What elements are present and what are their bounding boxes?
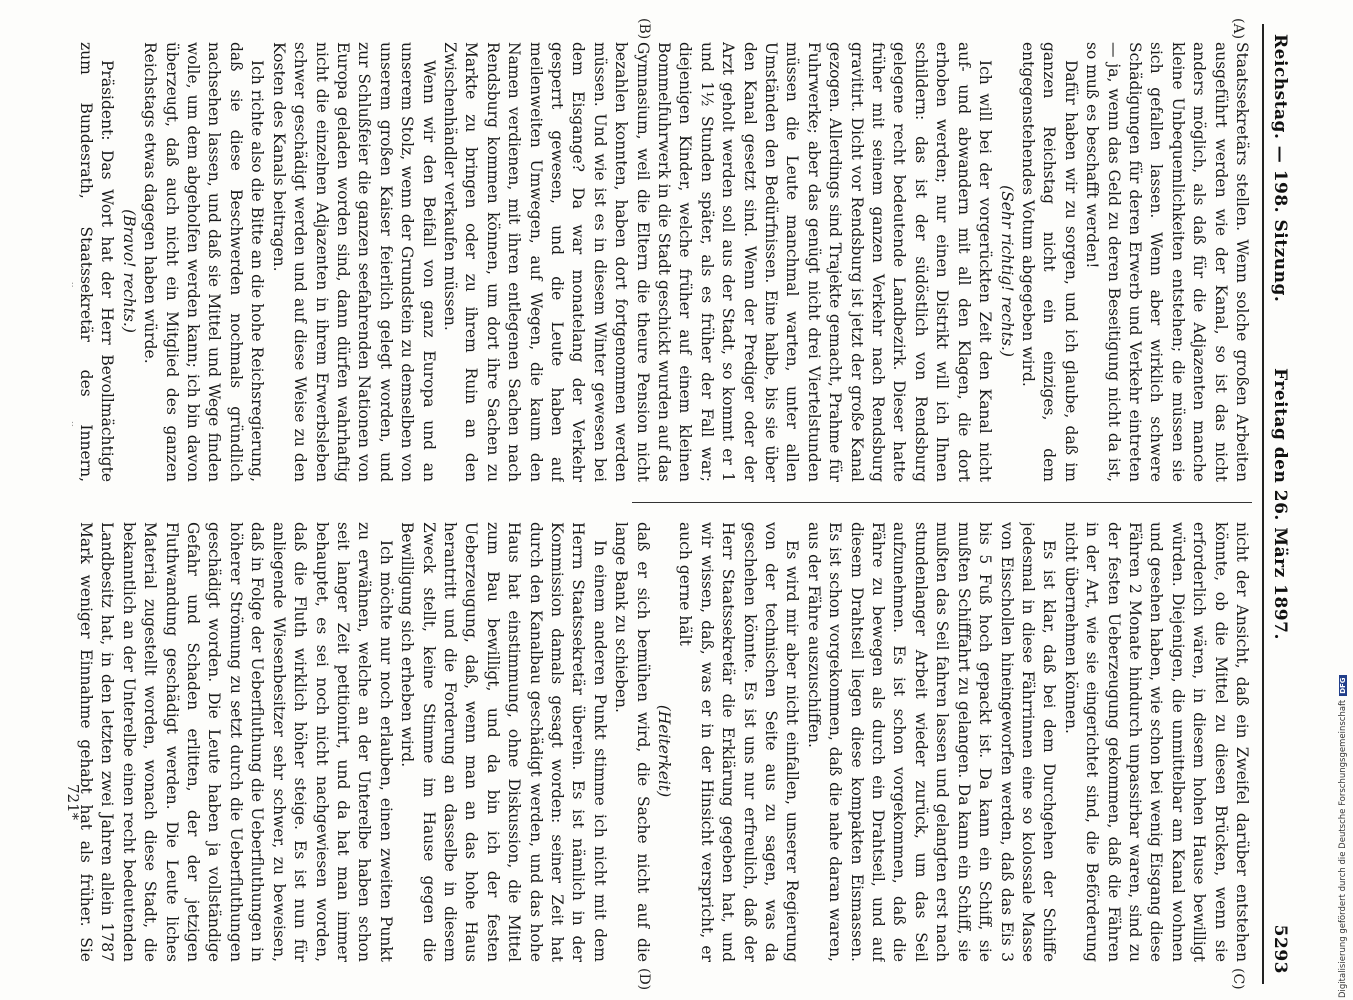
paragraph: In einem anderen Punkt stimme ich nicht mit dem Herrn Staatssekretär überein. Es ist nämlich in der Kommission damals gesagt worden: seiner Zeit hat durch den Kanalbau geschädigt werden, und das hohe Haus hat einstimmung, ohne Diskussion, die Mittel zum Bau bewilligt, und da bin ich der festen Ueberzeugung, daß, wenn man an das hohe Haus herantritt und die Forderung an dasselbe in diesem Zweck stellt, keine Stimme im Hause gegen die Bewilligung sich erheben wird. <box>398 522 609 962</box>
paragraph: daß er sich bemühen wird, die Sache nicht auf die lange Bank zu schieben. <box>612 522 652 962</box>
paragraph: Ich will bei der vorgerückten Zeit den Kanal nicht auf- und abwandern mit all den Klagen, die dort erhoben werden; nur einen Distrikt will ich Ihnen schildern: das ist der südöstlich von Rendsburg gelegene recht bedeutende Landbezirk. Dieser hatte früher mit seinem ganzen Verkehr nach Rendsburg gravitirt. Dicht vor Rendsburg ist jetzt der große Kanal gezogen. Allerdings sind Trajekte gemacht, Prahme für Fuhrwerke; aber das genügt nicht drei Viertelstunden müssen die Leute manchmal warten, unter allen Umständen den Bedürfnissen. Eine halbe, bis sie über den Kanal gesetzt sind. Wenn der Prediger oder der Arzt geholt werden soll aus der Stadt, so kommt er 1 und 1½ Stunden später, als es früher der Fall war; diejenigen Kinder, welche früher auf einem kleinen Bommelfuhrwerk in die Stadt geschickt wurden auf das Gymnasium, weil die Eltern die theure Pension nicht bezahlen konnten, haben dort fortgenommen werden müssen. Und wie ist es in diesem Winter gewesen bei dem Eisgange? Da war monatelang der Verkehr gesperrt gewesen, und die Leute haben auf meilenweiten Umwegen, auf Wegen, die kaum den Namen verdienen, mit ihren entlegenen Sachen nach Rendsburg kommen können, um dort ihre Sachen zu Markte zu bringen oder zu ihrem Ruin an den Zwischenhändler verkaufen müssen. <box>440 42 995 482</box>
paragraph: Präsident: Das Wort hat der Herr Bevollmächtigte zum Bundesrath, Staatssekretär des Innern, <box>77 42 117 482</box>
paragraph: Dafür haben wir zu sorgen, und ich glaube, daß im ganzen Reichstag nicht ein einziges, dem entgegenstehendes Votum abgegeben wird. <box>1018 42 1080 482</box>
credit-text: Digitalisierung gefördert durch die Deutsche Forschungsgemeinschaft <box>1338 699 1348 998</box>
header-session: Reichstag. — 198. Sitzung. <box>1270 34 1290 303</box>
margin-letter-b: (B) <box>636 18 652 40</box>
header-page-number: 5293 <box>1270 924 1290 974</box>
paragraph: Es wird mir aber nicht einfallen, unserer Regierung von der technischen Seite aus zu sagen, was da geschehen könnte. Es ist uns nur erfreulich, daß der Herr Staatssekretär die Erklärung gegeben hat, und wir wissen, daß, was er in der Hinsicht verspricht, er auch gerne hält <box>676 522 802 962</box>
paragraph: Wenn wir den Beifall von ganz Europa und an unserem Stolz, wenn der Grundstein zu demselben von unserem großen Kaiser feierlich gelegt worden, und zur Schlußfeier die ganzen seefahrenden Nationen von Europa geladen worden sind, dann dürfen wahrhaftig nicht die einzelnen Adjazenten in ihrem Erwerbsleben schwer geschädigt werden und auf diese Weise zu den Kosten des Kanals beitragen. <box>269 42 438 482</box>
paragraph: Staatssekretärs stellen. Wenn solche großen Arbeiten ausgeführt werden wie der Kanal, so ist das nicht anders möglich, als daß für die Adjazenten manche kleine Unbequemlichkeiten entstehen; die müssen sie sich gefallen lassen. Wenn aber wirklich schwere Schädigungen für deren Erwerb und Verkehr eintreten — ja, wenn das Geld zu deren Beseitigung nicht da ist, so muß es beschafft werden! <box>1083 42 1251 482</box>
dfg-logo-icon: DFG <box>1339 677 1347 694</box>
digitization-credit <box>1338 675 1348 998</box>
left-column <box>72 42 1252 482</box>
header-date: Freitag den 26. März 1897. <box>1270 368 1290 640</box>
paragraph: Ich möchte nur noch erlauben, einen zweiten Punkt zu erwähnen, welche an der Unterelbe haben schon seit langer Zeit petitionirt, und da hat man immer behauptet, es sei noch nicht nachgewiesen worden, daß die Fluth wirklich höher steige. Es ist nun für anliegende Wiesenbesitzer sehr schwer, zu beweisen, daß in Folge der Ueberfluthung die Ueberfluthungen in höherer Strömung zu setzt durch die Ueberfluthungen geschädigt worden. Die Leute haben ja vollständige Gefahr und Schaden erlitten, der der jetzigen Fluthwandung geschädigt werden. Die Leute liches Material zugestellt worden, wonach diese Stadt, die bekanntlich an der Unterelbe einen recht bedeutenden Landbesitz hat, in den letzten zwei Jahren allein 1787 Mark weniger Einnahme gehabt hat als früher. Sie <box>77 522 395 962</box>
paragraph: Es ist klar, daß bei dem Durchgehen der Schiffe jedesmal in diese Fährrinnen eine so kolossale Masse von Eisschollen hineingeworfen werden, daß das Eis 3 bis 5 Fuß hoch gepackt ist. Da kann ein Schiff, sie mußten Schifffahrt zu gelangen. Da kann ein Schiff, sie mußten das Seil fahren lassen und gelangten erst nach stundenlanger Arbeit wieder zurück, um das Seil aufzunehmen. Es ist schon vorgekommen, daß die Fähre zu bewegen als durch ein Drahtseil, und auf diesem Drahtseil liegen diese kompakten Eismassen. Es ist schon vorgekommen, daß die nahe daran waren, aus der Fähre auszuschiffen. <box>804 522 1059 962</box>
column-separator <box>632 502 1252 503</box>
page-header <box>1266 24 1292 984</box>
right-column <box>72 522 1252 962</box>
remark: (Bravo! rechts.) <box>119 209 138 333</box>
remark: (Heiterkeit) <box>655 704 674 798</box>
margin-letter-c: (C) <box>1230 968 1246 990</box>
remark: (Sehr richtig! rechts.) <box>997 185 1016 357</box>
footer-signature-mark: 721* <box>64 784 82 821</box>
rotated-page-content <box>52 18 1292 991</box>
paragraph: Ich richte also die Bitte an die hohe Reichsregierung, daß sie diese Beschwerden nochmals gründlich nachsehen lassen, und daß sie Mittel und Wege finden wolle, um dem abgeholfen werden kann; ich bin davon überzeugt, daß auch nicht ein Mitglied des ganzen Reichstags etwas dagegen haben würde. <box>141 42 267 482</box>
header-rule <box>1262 24 1264 984</box>
margin-letter-d: (D) <box>636 968 652 991</box>
margin-letter-a: (A) <box>1230 18 1246 40</box>
paragraph: nicht der Ansicht, daß ein Zweifel darüber entstehen könnte, ob die Mittel zu diesen Brücken, wenn sie erforderlich wären, in diesem hohen Hause bewilligt würden. Diejenigen, die unmittelbar am Kanal wohnen und gesehen haben, wie schon bei wenig Eisgang diese Fähren 2 Monate hindurch unpassirbar waren, sind zu der festen Ueberzeugung gekommen, daß die Fähren in der Art, wie sie eingerichtet sind, die Beförderung nicht übernehmen können. <box>1061 522 1251 962</box>
